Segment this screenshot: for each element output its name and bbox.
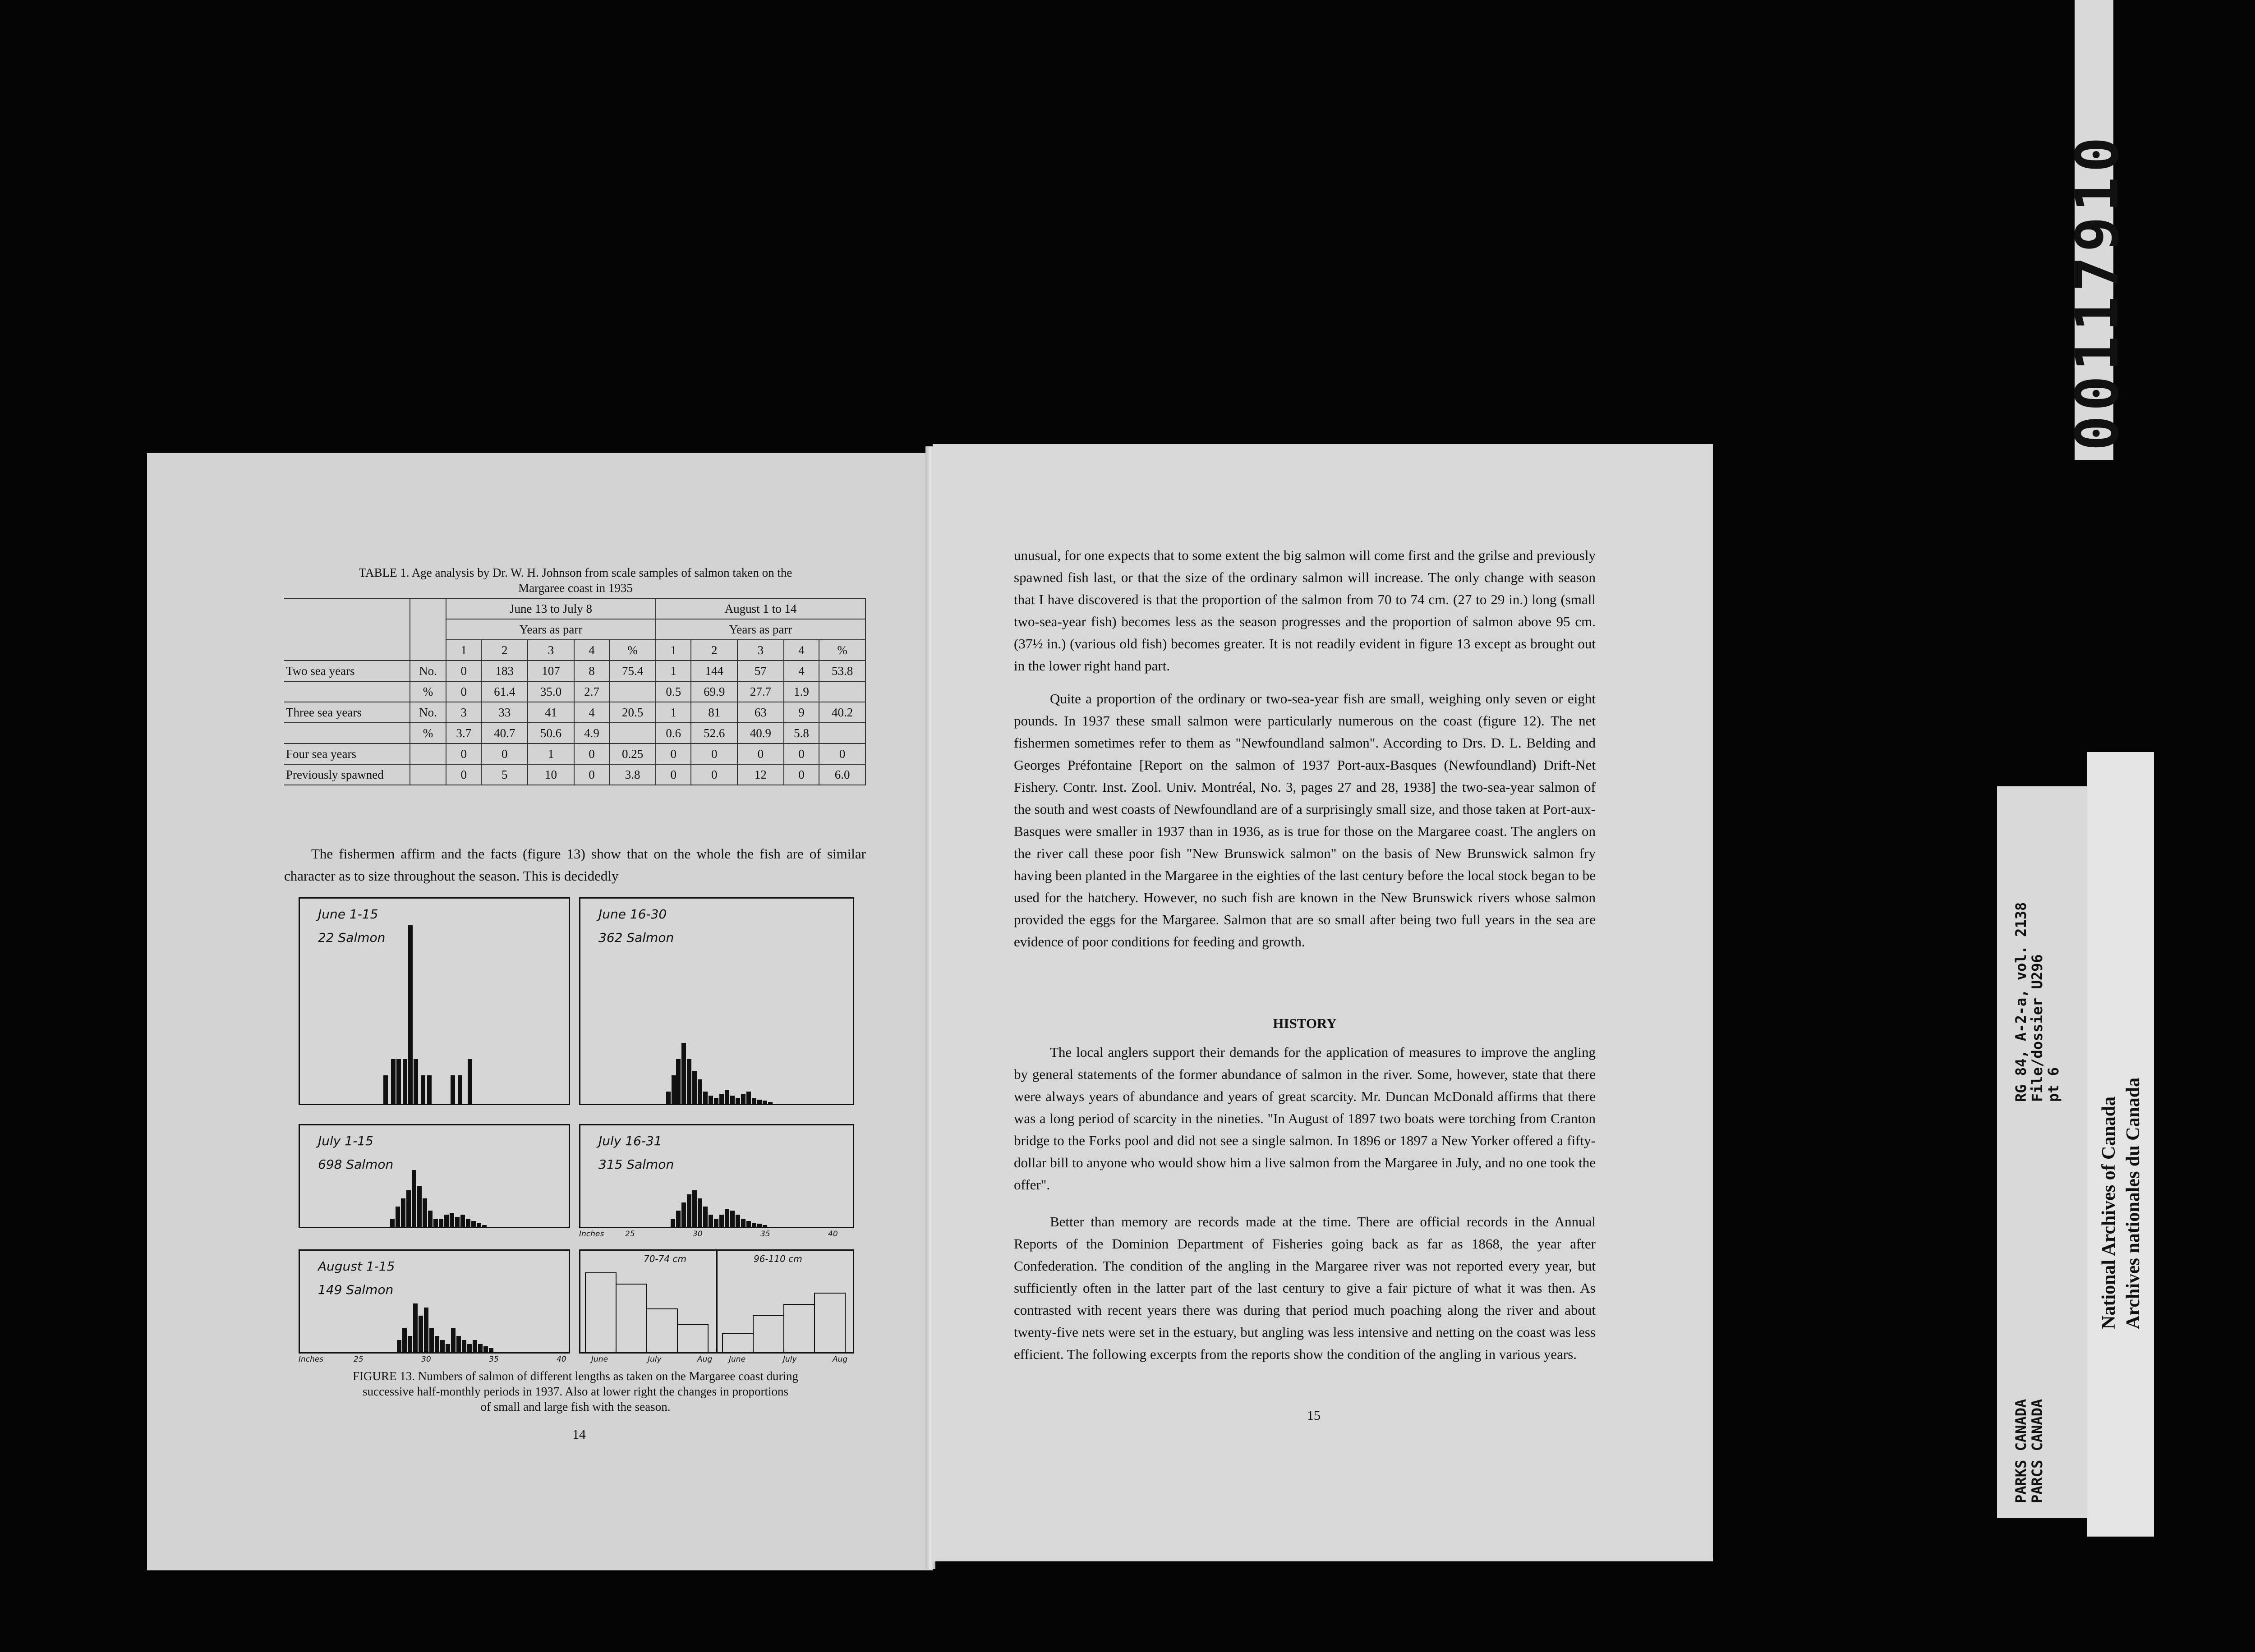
histogram-bar — [451, 1075, 455, 1104]
table-cell: 33 — [481, 702, 528, 723]
prop-bar — [646, 1308, 678, 1352]
histogram-bar — [698, 1079, 702, 1104]
table-cell — [609, 723, 656, 743]
table-cell: 27.7 — [737, 681, 784, 702]
nac-french: Archives nationales du Canada — [2123, 1077, 2144, 1329]
histogram-bar — [752, 1098, 756, 1104]
left-paragraph: The fishermen affirm and the facts (figure 13) show that on the whole the fish are of similar character as to size throughout the season. This is decidedly — [284, 846, 866, 884]
prop-bar — [783, 1304, 815, 1352]
national-archives-label — [2087, 752, 2154, 1537]
subhead-2: Years as parr — [656, 619, 865, 640]
table-cell: 53.8 — [819, 661, 865, 681]
table-cell: 0 — [784, 743, 819, 764]
histogram-bar — [439, 1219, 443, 1227]
table-cell: 0 — [574, 743, 609, 764]
table-cell: 20.5 — [609, 702, 656, 723]
left-page — [147, 453, 933, 1570]
table-cell: 5 — [481, 764, 528, 785]
histogram-bar — [709, 1096, 713, 1104]
histogram-bar — [428, 1211, 433, 1227]
table-cell: 144 — [691, 661, 737, 681]
table-cell: 0 — [574, 764, 609, 785]
histogram-bar — [709, 1215, 713, 1227]
parks-canada-fr: PARCS CANADA — [2029, 1399, 2046, 1503]
table-row — [284, 681, 865, 702]
figure-caption: FIGURE 13. Numbers of salmon of different lengths as taken on the Margaree coast during successive half-monthly periods in 1937. Also at lower right the changes in proportions of small and large fish with the season. — [352, 1369, 799, 1413]
column-header: 1 — [446, 640, 481, 661]
right-paragraph-3: The local anglers support their demands for the application of measures to improve the angling by general statements of the former abundance of salmon in the river. Some, however, state that there were always years of abundance and years of great scarcity. Mr. Duncan McDonald affirms that there was a long period of scarcity in the nineties. "In August of 1897 two boats were torching from Cranton bridge to the Forks pool and did not see a single salmon. In 1896 or 1897 a New Yorker offered a fifty-dollar bill to anyone who would show him a live salmon from the Margaree in July, and no one took the offer". — [1014, 1044, 1596, 1193]
table-cell: 1 — [656, 661, 691, 681]
histogram-bar — [462, 1340, 466, 1352]
histogram-bar — [468, 1059, 472, 1104]
histogram-bar — [424, 1308, 428, 1352]
column-header: 4 — [574, 640, 609, 661]
histogram-bar — [681, 1202, 686, 1227]
histogram-bar — [473, 1340, 477, 1352]
histogram-bar — [471, 1221, 476, 1227]
table-cell: 183 — [481, 661, 528, 681]
prop-bar — [585, 1272, 617, 1352]
table-cell: 1 — [656, 702, 691, 723]
record-group: RG 84, A-2-a, vol. 2138 — [2012, 902, 2030, 1102]
axis-tick: 30 — [693, 1230, 703, 1239]
archive-label — [1997, 786, 2087, 1518]
histogram-bar — [763, 1225, 767, 1227]
table-cell: 35.0 — [528, 681, 574, 702]
histogram-bar — [687, 1194, 691, 1227]
chart-title: July 1-15 — [318, 1133, 373, 1148]
histogram-bar — [714, 1098, 718, 1104]
histogram-bar — [455, 1217, 460, 1227]
row-unit — [410, 764, 446, 785]
table-cell: 0 — [656, 743, 691, 764]
histogram-bar — [402, 1328, 407, 1352]
histogram-bar — [406, 1190, 411, 1227]
histogram-bar — [450, 1213, 454, 1227]
histogram-bar — [408, 925, 413, 1104]
column-header: 2 — [691, 640, 737, 661]
histogram-bar — [746, 1092, 751, 1104]
histogram-bar — [421, 1075, 425, 1104]
histogram-bar — [681, 1043, 686, 1104]
histogram-august-1-15 — [299, 1249, 570, 1354]
table-cell: 3 — [446, 702, 481, 723]
histogram-bar — [383, 1075, 388, 1104]
histogram-bar — [482, 1225, 487, 1227]
table-cell — [819, 681, 865, 702]
proportion-chart-70-74cm — [579, 1249, 717, 1354]
histogram-bar — [396, 1207, 400, 1227]
histogram-bar — [451, 1328, 456, 1352]
histogram-bar — [440, 1340, 445, 1352]
axis-unit: Inches — [299, 1355, 324, 1364]
prop-bar — [677, 1324, 709, 1352]
page-number: 15 — [1307, 1408, 1321, 1423]
table-cell: 9 — [784, 702, 819, 723]
histogram-bar — [714, 1219, 718, 1227]
histogram-bar — [719, 1215, 724, 1227]
table-cell: 4.9 — [574, 723, 609, 743]
table-cell: 1 — [528, 743, 574, 764]
row-label: Four sea years — [284, 743, 410, 764]
file-dossier: File/dossier U296 — [2029, 954, 2046, 1102]
table-cell: 6.0 — [819, 764, 865, 785]
table-cell: 40.9 — [737, 723, 784, 743]
table-cell: 0 — [691, 764, 737, 785]
row-label — [284, 723, 410, 743]
row-label: Three sea years — [284, 702, 410, 723]
column-header: 3 — [737, 640, 784, 661]
prop-bar — [616, 1284, 647, 1352]
right-page — [933, 444, 1713, 1561]
histogram-bar — [725, 1090, 729, 1104]
table-row — [284, 723, 865, 743]
histogram-bar — [757, 1224, 762, 1227]
period2-header: August 1 to 14 — [656, 598, 865, 619]
table-cell: 0 — [481, 743, 528, 764]
right-paragraph-2: Quite a proportion of the ordinary or two-sea-year fish are small, weighing only seven or eight pounds. In 1937 these small salmon were particularly numerous on the coast (figure 12). The net fishermen sometimes refer to them as "Newfoundland salmon". According to Drs. D. L. Belding and Georges Préfontaine [Report on the salmon of 1937 Port-aux-Basques (Newfoundland) Drift-Net Fishery. Contr. Inst. Zool. Univ. Montréal, No. 3, pages 27 and 28, 1938] the two-sea-year salmon of the south and west coasts of Newfoundland are of a surprisingly small size, and those taken at Port-aux-Basques were smaller in 1937 than in 1936, as is true for those on the Margaree coast. The anglers on the river call these poor fish "New Brunswick salmon" on the basis of New Brunswick salmon fry having been planted in the Margaree in the eighties of the last century before the local stock began to be used for the hatchery. However, no such fish are known in the New Brunswick rivers whose salmon provided the eggs for the Margaree. Salmon that are so small after being two full years in the sea are evidence of poor conditions for feeding and growth. — [1014, 691, 1596, 950]
table-cell: 40.2 — [819, 702, 865, 723]
right-paragraph-4: Better than memory are records made at the time. There are official records in the Annual Reports of the Dominion Department of Fisheries going back as far as 1868, the year after Confederation. The condition of the angling in the Margaree river was not reported every year, but sufficiently often in the latter part of the last century to give a fair picture of what it was then. As contrasted with recent years there was during that period much poaching along the river and about twenty-five nets were set in the estuary, but angling was less intensive and netting on the coast was less efficient. The following excerpts from the reports show the condition of the angling in various years. — [1014, 1214, 1596, 1362]
prop-bar — [753, 1315, 784, 1352]
table-cell: 0.6 — [656, 723, 691, 743]
row-unit: % — [410, 723, 446, 743]
histogram-bar — [391, 1059, 396, 1104]
reel-number-strip — [2063, 0, 2131, 460]
table-cell: 63 — [737, 702, 784, 723]
histogram-bar — [676, 1211, 681, 1227]
table-row — [284, 743, 865, 764]
column-header: % — [819, 640, 865, 661]
histogram-bar — [408, 1336, 412, 1352]
chart-title: June 16-30 — [598, 907, 667, 922]
row-unit — [410, 743, 446, 764]
table-cell: 52.6 — [691, 723, 737, 743]
table-cell: 4 — [574, 702, 609, 723]
histogram-bar — [444, 1215, 449, 1227]
histogram-bar — [477, 1223, 481, 1227]
table-cell: 40.7 — [481, 723, 528, 743]
histogram-bar — [433, 1219, 438, 1227]
histogram-bar — [768, 1102, 773, 1104]
histogram-bar — [467, 1344, 472, 1352]
table-cell — [819, 723, 865, 743]
table-cell: 50.6 — [528, 723, 574, 743]
histogram-bar — [446, 1344, 450, 1352]
histogram-bar — [692, 1071, 697, 1104]
histogram-bar — [417, 1186, 422, 1227]
chart-title: July 16-31 — [598, 1133, 662, 1148]
month-label: July — [783, 1355, 797, 1364]
histogram-bar — [703, 1092, 708, 1104]
month-label: June — [729, 1355, 746, 1364]
table-cell: 0 — [784, 764, 819, 785]
table-cell: 0 — [691, 743, 737, 764]
histogram-bar — [741, 1094, 746, 1104]
section-heading: HISTORY — [1273, 1015, 1337, 1031]
chart-title: 70-74 cm — [644, 1253, 686, 1264]
table-cell: 107 — [528, 661, 574, 681]
histogram-bar — [427, 1075, 432, 1104]
row-label: Two sea years — [284, 661, 410, 681]
table-cell: 4 — [784, 661, 819, 681]
month-label: Aug — [833, 1355, 848, 1364]
table-cell: 0.5 — [656, 681, 691, 702]
histogram-bar — [478, 1344, 483, 1352]
chart-count: 149 Salmon — [318, 1282, 394, 1297]
age-analysis-table — [284, 598, 866, 785]
histogram-bar — [413, 1303, 418, 1352]
table-row — [284, 702, 865, 723]
table-row — [284, 661, 865, 681]
chart-count: 22 Salmon — [318, 930, 386, 945]
part-number: pt 6 — [2045, 1067, 2062, 1102]
histogram-july-1-15 — [299, 1124, 570, 1228]
histogram-bar — [396, 1059, 401, 1104]
row-unit: No. — [410, 661, 446, 681]
prop-bar — [722, 1333, 754, 1352]
histogram-bar — [489, 1348, 493, 1352]
histogram-bar — [719, 1094, 724, 1104]
axis-tick: 40 — [828, 1230, 838, 1239]
histogram-bar — [752, 1223, 756, 1227]
table-cell: 5.8 — [784, 723, 819, 743]
parks-canada-en: PARKS CANADA — [2012, 1399, 2030, 1503]
table-cell: 57 — [737, 661, 784, 681]
axis-tick: 35 — [760, 1230, 770, 1239]
histogram-bar — [671, 1219, 675, 1227]
month-label: Aug — [697, 1355, 713, 1364]
histogram-bar — [736, 1215, 740, 1227]
table-cell: 0 — [446, 743, 481, 764]
table-cell: 3.7 — [446, 723, 481, 743]
histogram-bar — [397, 1340, 401, 1352]
proportion-chart-96-110cm — [716, 1249, 854, 1354]
column-header: % — [609, 640, 656, 661]
table-cell: 41 — [528, 702, 574, 723]
histogram-bar — [483, 1346, 488, 1353]
histogram-bar — [763, 1101, 767, 1104]
nac-english: National Archives of Canada — [2099, 1096, 2119, 1329]
table-cell — [609, 681, 656, 702]
axis-tick: 30 — [421, 1355, 431, 1364]
table-cell: 0 — [819, 743, 865, 764]
table-cell: 0.25 — [609, 743, 656, 764]
table-cell: 12 — [737, 764, 784, 785]
table-cell: 1.9 — [784, 681, 819, 702]
histogram-bar — [403, 1059, 407, 1104]
histogram-bar — [741, 1219, 746, 1227]
column-header: 3 — [528, 640, 574, 661]
histogram-bar — [672, 1075, 676, 1104]
column-header: 4 — [784, 640, 819, 661]
page-number: 14 — [572, 1427, 586, 1442]
reel-number: 00117910 — [2063, 132, 2131, 451]
chart-title: August 1-15 — [318, 1259, 395, 1274]
chart-title: June 1-15 — [318, 907, 378, 922]
histogram-bar — [458, 1075, 462, 1104]
histogram-bar — [687, 1059, 691, 1104]
histogram-july-16-31 — [579, 1124, 854, 1228]
table-cell: 69.9 — [691, 681, 737, 702]
histogram-bar — [676, 1059, 681, 1104]
table-cell: 0 — [446, 661, 481, 681]
axis-tick: 25 — [354, 1355, 364, 1364]
table-cell: 3.8 — [609, 764, 656, 785]
axis-tick: 40 — [557, 1355, 566, 1364]
table-cell: 61.4 — [481, 681, 528, 702]
histogram-bar — [692, 1190, 697, 1227]
column-header: 2 — [481, 640, 528, 661]
row-label: Previously spawned — [284, 764, 410, 785]
histogram-bar — [390, 1219, 395, 1227]
table-cell: 8 — [574, 661, 609, 681]
table-cell: 0 — [656, 764, 691, 785]
axis-tick: 35 — [489, 1355, 499, 1364]
histogram-bar — [419, 1316, 423, 1352]
histogram-bar — [435, 1336, 439, 1352]
subhead-1: Years as parr — [446, 619, 656, 640]
histogram-bar — [412, 1170, 416, 1227]
table-row — [284, 764, 865, 785]
row-label — [284, 681, 410, 702]
table-cell: 0 — [737, 743, 784, 764]
row-unit: % — [410, 681, 446, 702]
histogram-bar — [414, 1059, 418, 1104]
table-cell: 0 — [446, 681, 481, 702]
column-header: 1 — [656, 640, 691, 661]
histogram-bar — [460, 1215, 465, 1227]
histogram-bar — [736, 1098, 740, 1104]
table-cell: 0 — [446, 764, 481, 785]
histogram-bar — [725, 1209, 729, 1227]
histogram-june-16-30 — [579, 897, 854, 1105]
histogram-bar — [730, 1211, 735, 1227]
chart-count: 362 Salmon — [598, 930, 674, 945]
month-label: June — [591, 1355, 608, 1364]
histogram-bar — [423, 1198, 427, 1227]
histogram-bar — [666, 1092, 671, 1104]
histogram-bar — [746, 1221, 751, 1227]
table-cell: 81 — [691, 702, 737, 723]
chart-title: 96-110 cm — [754, 1253, 802, 1264]
histogram-bar — [401, 1198, 405, 1227]
histogram-bar — [730, 1096, 735, 1104]
prop-bar — [814, 1293, 846, 1352]
histogram-bar — [456, 1336, 461, 1352]
histogram-bar — [703, 1207, 708, 1227]
histogram-bar — [698, 1198, 702, 1227]
axis-unit: Inches — [579, 1230, 604, 1239]
table-caption: TABLE 1. Age analysis by Dr. W. H. Johnson from scale samples of salmon taken on the Margaree coast in 1935 — [359, 566, 792, 595]
table-cell: 2.7 — [574, 681, 609, 702]
table-cell: 10 — [528, 764, 574, 785]
axis-tick: 25 — [625, 1230, 635, 1239]
month-label: July — [648, 1355, 662, 1364]
chart-count: 315 Salmon — [598, 1157, 674, 1172]
right-paragraph-1: unusual, for one expects that to some extent the big salmon will come first and the grilse and previously spawned fish last, or that the size of the ordinary salmon will increase. The only change with season that I have discovered is that the proportion of the salmon from 70 to 74 cm. (27 to 29 in.) long (small two-sea-year fish) becomes less as the season progresses and the proportion of salmon above 95 cm. (37½ in.) (various old fish) becomes greater. It is not readily evident in figure 13 except as brought out in the lower right hand part. — [1014, 547, 1596, 674]
histogram-bar — [466, 1219, 470, 1227]
period1-header: June 13 to July 8 — [446, 598, 656, 619]
row-unit: No. — [410, 702, 446, 723]
chart-count: 698 Salmon — [318, 1157, 394, 1172]
histogram-bar — [757, 1100, 762, 1104]
table-cell: 75.4 — [609, 661, 656, 681]
histogram-bar — [429, 1328, 434, 1352]
histogram-june-1-15 — [299, 897, 570, 1105]
